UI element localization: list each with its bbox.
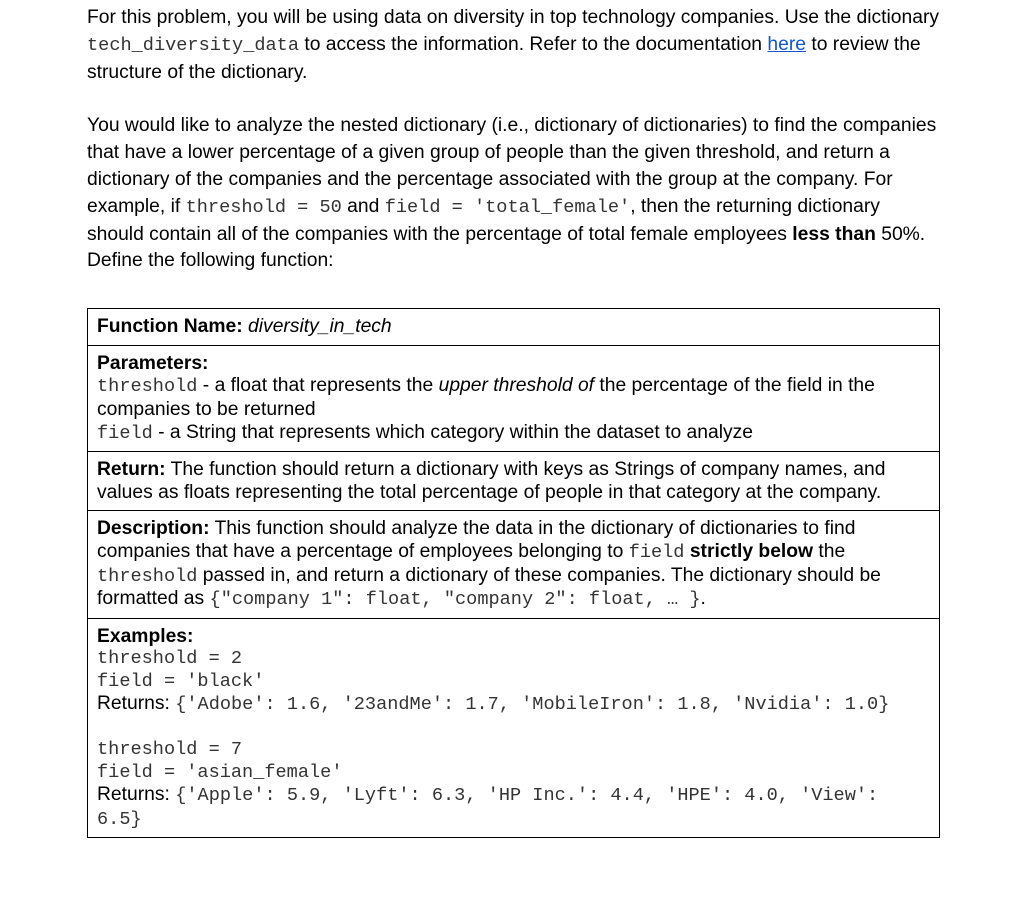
description-label: Description:	[97, 518, 210, 540]
example-1-threshold: threshold = 2	[97, 648, 243, 670]
description-text: the	[813, 540, 846, 562]
parameter-threshold	[97, 375, 931, 421]
example-1-returns-value: {'Adobe': 1.6, '23andMe': 1.7, 'MobileIron': 1.8, 'Nvidia': 1.0}	[175, 694, 890, 716]
function-name-value: diversity_in_tech	[248, 316, 392, 338]
example-2-returns	[97, 784, 931, 831]
intro-text: For this problem, you will be using data on diversity in top technology companies. Use the dictionary	[87, 7, 940, 28]
documentation-link[interactable]: here	[767, 33, 806, 55]
intro-text: 50%. Define the following function:	[87, 223, 926, 272]
parameter-field-name: field	[97, 422, 153, 444]
intro-text: , then the returning dictionary should contain all of the companies with the percentage of total female employees	[87, 195, 880, 245]
examples-cell	[88, 619, 939, 838]
paragraph-gap	[87, 86, 942, 113]
parameters-cell	[88, 346, 939, 452]
inline-code-dictionary-name: tech_diversity_data	[87, 34, 300, 56]
inline-code-field: field	[628, 541, 685, 563]
description-text: .	[700, 588, 706, 610]
function-name-label: Function Name:	[97, 316, 243, 338]
return-cell	[88, 452, 939, 511]
inline-code-threshold-example: threshold = 50	[185, 196, 342, 218]
parameter-threshold-emphasis: upper threshold of	[438, 375, 595, 397]
returns-label: Returns:	[97, 784, 176, 806]
function-spec-table	[87, 308, 940, 838]
intro-paragraph-1	[87, 5, 942, 86]
parameter-text: - a float that represents the	[197, 375, 439, 397]
parameter-text: - a String that represents which category within the dataset to analyze	[152, 421, 753, 443]
intro-text: to review the structure of the dictionary.	[87, 33, 921, 83]
example-2	[97, 739, 931, 831]
examples-label: Examples:	[97, 625, 194, 647]
example-1-returns	[97, 693, 931, 717]
inline-code-format: {"company 1": float, "company 2": float, … }	[209, 589, 701, 611]
intro-text: to access the information. Refer to the documentation	[299, 33, 768, 55]
example-2-field: field = 'asian_female'	[97, 761, 343, 783]
problem-page	[87, 5, 942, 838]
intro-paragraph-2	[87, 113, 942, 275]
inline-code-threshold: threshold	[97, 565, 198, 587]
inline-code-field-example: field = 'total_female'	[384, 196, 631, 218]
return-label: Return:	[97, 459, 166, 481]
example-2-threshold: threshold = 7	[97, 739, 243, 761]
example-1-field: field = 'black'	[97, 670, 265, 692]
description-cell	[88, 511, 939, 618]
return-text: The function should return a dictionary with keys as Strings of company names, and values as floats representing the total percentage of people in that category at the company.	[97, 459, 886, 503]
intro-text: You would like to analyze the nested dictionary (i.e., dictionary of dictionaries) to find the companies that have a lower percentage of a given group of people than the given threshold, and return a dictionary of the companies and the percentage associated with the group at the company. For example, if	[87, 115, 937, 217]
parameter-text: the percentage of the field in the companies to be returned	[97, 375, 875, 420]
description-text: This function should analyze the data in the dictionary of dictionaries to find companies that have a percentage of employees belonging to	[97, 518, 856, 562]
parameter-field	[97, 422, 931, 446]
description-text: passed in, and return a dictionary of these companies. The dictionary should be formatted as	[97, 564, 881, 610]
function-name-cell	[88, 309, 939, 346]
example-1	[97, 648, 931, 717]
parameters-label: Parameters:	[97, 352, 209, 374]
emphasis-less-than: less than	[792, 223, 876, 245]
intro-text: and	[341, 195, 385, 217]
parameter-threshold-name: threshold	[97, 376, 198, 398]
example-2-returns-value: {'Apple': 5.9, 'Lyft': 6.3, 'HP Inc.': 4.4, 'HPE': 4.0, 'View': 6.5}	[97, 785, 879, 830]
returns-label: Returns:	[97, 693, 176, 715]
emphasis-strictly-below: strictly below	[684, 540, 814, 562]
